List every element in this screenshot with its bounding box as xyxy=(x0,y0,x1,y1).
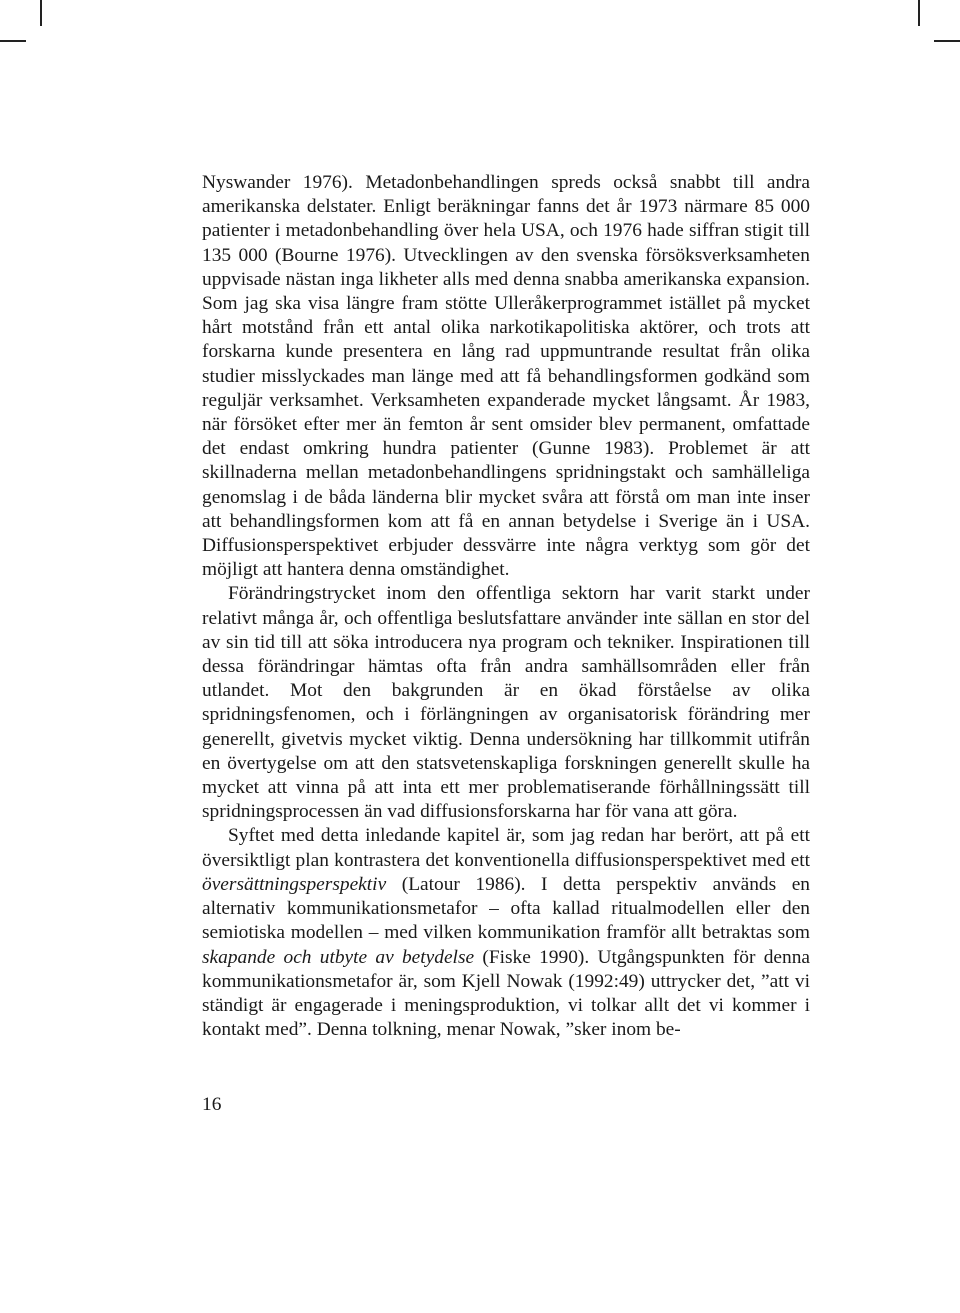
paragraph-1-text: Nyswander 1976). Metadonbehandlingen spreds också snabbt till andra amerikanska delstater. Enligt beräkningar fanns det år 1973 närmare 85 000 patienter i metadonbehandling över hela USA, och 1976 hade siffran stigit till 135 000 (Bourne 1976). Utvecklingen av den svenska försöksverksamheten uppvisade nästan inga likheter alls med denna snabba amerikanska expansion. Som jag ska visa längre fram stötte Ulleråkerprogrammet istället på mycket hårt motstånd från ett antal olika narkotikapolitiska aktörer, och trots att forskarna kunde presentera en lång rad uppmuntrande resultat från olika studier misslyckades man länge med att få behandlingsformen godkänd som reguljär verksamhet. Verksamheten expanderade mycket långsamt. År 1983, när försöket efter mer än femton år sent omsider blev permanent, omfattade det endast omkring hundra patienter (Gunne 1983). Problemet är att skillnaderna mellan metadonbehandlingens spridningstakt och samhälleliga genomslag i de båda länderna blir mycket svåra att förstå om man inte inser att behandlingsformen kom att få en annan betydelse i Sverige än i USA. Diffusionsperspektivet erbjuder dessvärre inte några verktyg som gör det möjligt att hantera denna omständighet. xyxy=(202,172,810,581)
page-number: 16 xyxy=(202,1094,222,1115)
paragraph-2 xyxy=(202,582,810,824)
paragraph-1 xyxy=(202,171,810,582)
italic-term-oversattningsperspektiv: översättningsperspektiv xyxy=(202,873,387,895)
italic-term-skapande: skapande och utbyte av betydelse xyxy=(202,946,475,968)
body-text xyxy=(202,171,810,1042)
paragraph-3-text-a: Syftet med detta inledande kapitel är, som jag redan har berört, att på ett översiktligt plan kontrastera det konventionella diffusionsperspektivet med ett xyxy=(202,825,810,871)
paragraph-3-text-c: (Fiske 1990). Utgångspunkten för denna kommunikationsmetafor är, som Kjell Nowak (1992:49) uttrycker det, ”att vi ständigt är engagerade i meningsproduktion, vi tolkar allt det vi kommer i kontakt med”. Denna tolkning, menar Nowak, ”sker inom be- xyxy=(202,946,810,1041)
paragraph-3-text-b: (Latour 1986). I detta perspektiv används en alternativ kommunikationsmetafor – ofta kallad ritualmodellen eller den semiotiska modellen – med vilken kommunikation framför allt betraktas som xyxy=(202,873,810,944)
paragraph-2-text: Förändringstrycket inom den offentliga sektorn har varit starkt under relativt många år, och offentliga beslutsfattare använder inte sällan en stor del av sin tid till att söka introducera nya program och tekniker. Inspirationen till dessa förändringar hämtas ofta från andra samhällsområden eller från utlandet. Mot den bakgrunden är en ökad förståelse av olika spridningsfenomen, och i förlängningen av organisatorisk förändring mer generellt, givetvis mycket viktig. Denna undersökning har tillkommit utifrån en övertygelse om att den statsvetenskapliga forskningen generellt skulle ha mycket att vinna på att inta ett mer problematiserande förhållningssätt till spridningsprocessen än vad diffusionsforskarna har för vana att göra. xyxy=(202,583,810,823)
paragraph-3 xyxy=(202,824,810,1042)
